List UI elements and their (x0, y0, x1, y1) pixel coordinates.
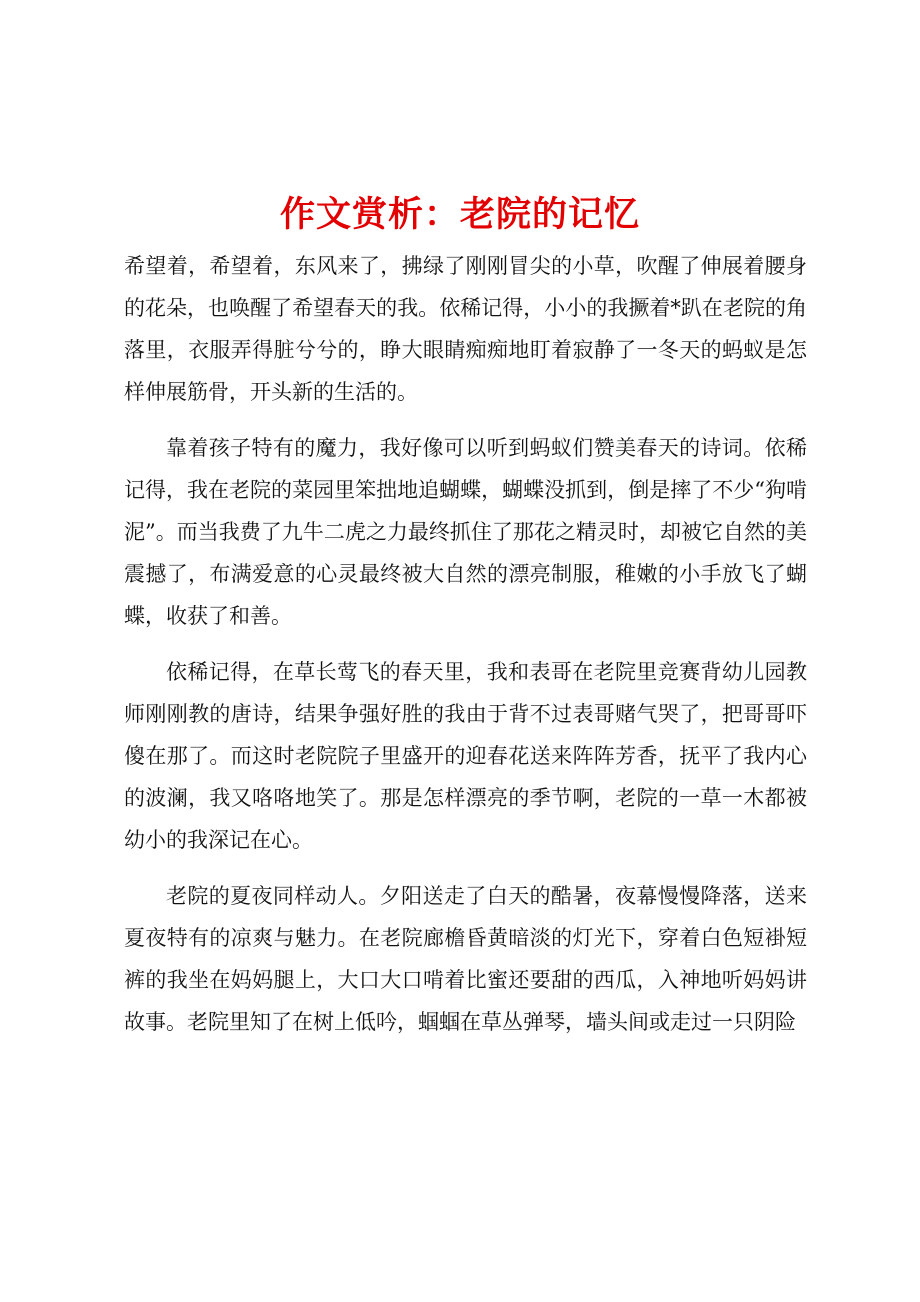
page-title: 作文赏析：老院的记忆 (279, 194, 640, 235)
paragraph-3: 依稀记得，在草长莺飞的春天里，我和表哥在老院里竞赛背幼儿园教师刚刚教的唐诗，结果争强好胜的我由于背不过表哥赌气哭了，把哥哥吓傻在那了。而这时老院院子里盛开的迎春花送来阵阵芳香，抚平了我内心的波澜，我又咯咯地笑了。那是怎样漂亮的季节啊，老院的一草一木都被幼小的我深记在心。 (124, 660, 807, 852)
paragraph-1: 希望着，希望着，东风来了，拂绿了刚刚冒尖的小草，吹醒了伸展着腰身的花朵，也唤醒了希望春天的我。依稀记得，小小的我撅着*趴在老院的角落里，衣服弄得脏兮兮的，睁大眼睛痴痴地盯着寂静了一冬天的蚂蚁是怎样伸展筋骨，开头新的生活的。 (124, 254, 807, 404)
paragraph-2: 靠着孩子特有的魔力，我好像可以听到蚂蚁们赞美春天的诗词。依稀记得，我在老院的菜园里笨拙地追蝴蝶，蝴蝶没抓到，倒是摔了不少“狗啃泥”。而当我费了九牛二虎之力最终抓住了那花之精灵时，却被它自然的美震撼了，布满爱意的心灵最终被大自然的漂亮制服，稚嫩的小手放飞了蝴蝶，收获了和善。 (124, 436, 807, 628)
paragraph-4: 老院的夏夜同样动人。夕阳送走了白天的酷暑，夜幕慢慢降落，送来夏夜特有的凉爽与魅力。在老院廊檐昏黄暗淡的灯光下，穿着白色短褂短裤的我坐在妈妈腿上，大口大口啃着比蜜还要甜的西瓜，入神地听妈妈讲故事。老院里知了在树上低吟，蝈蝈在草丛弹琴，墙头间或走过一只阴险 (124, 884, 807, 1034)
article-body (124, 245, 807, 1057)
